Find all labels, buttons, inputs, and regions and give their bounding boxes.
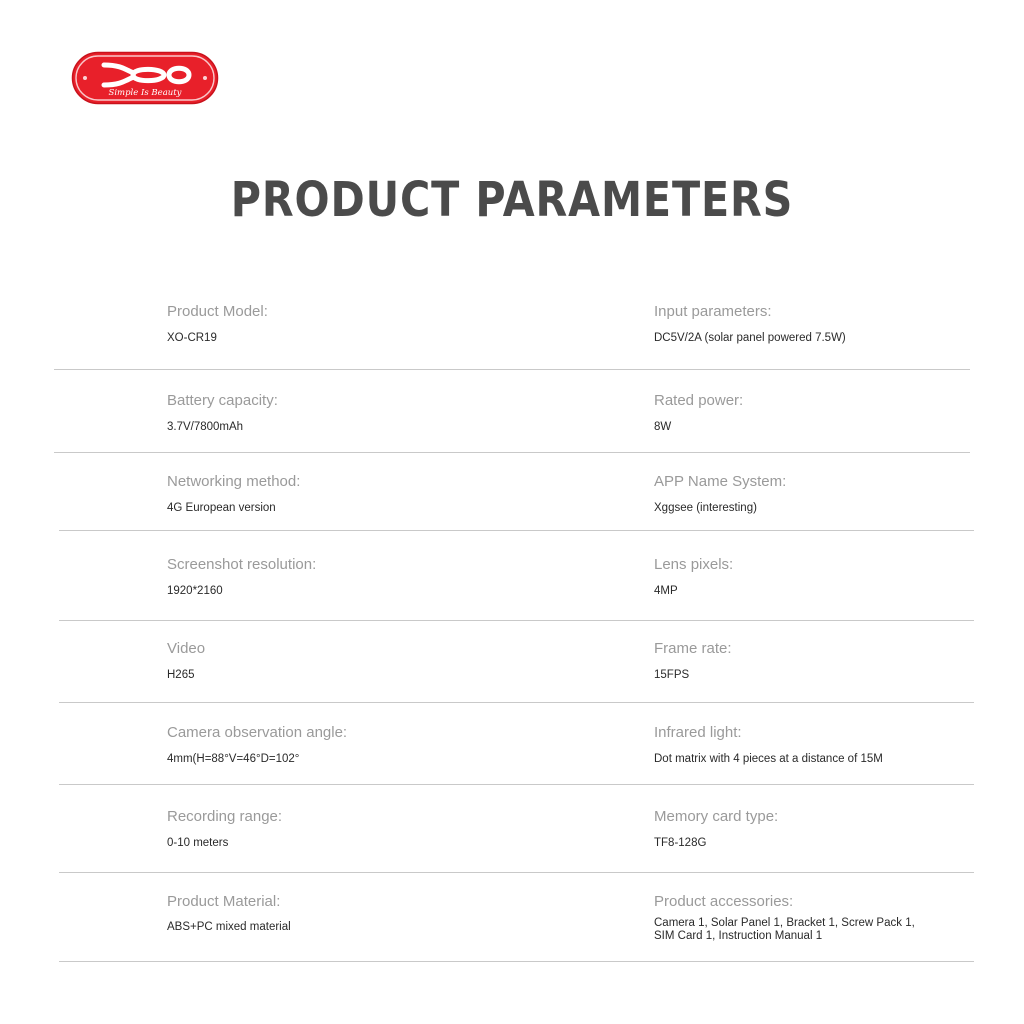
param-right xyxy=(654,303,984,345)
param-label: APP Name System: xyxy=(654,473,787,490)
param-label: Memory card type: xyxy=(654,808,779,825)
param-value: Dot matrix with 4 pieces at a distance of 15M xyxy=(654,753,883,765)
param-value: 0-10 meters xyxy=(167,837,229,849)
param-value: DC5V/2A (solar panel powered 7.5W) xyxy=(654,332,846,344)
param-value: XO-CR19 xyxy=(167,332,217,344)
param-value: Xggsee (interesting) xyxy=(654,502,757,514)
param-value: 8W xyxy=(654,421,672,433)
param-right xyxy=(654,473,984,515)
param-value: 4MP xyxy=(654,585,678,597)
param-left xyxy=(167,640,205,682)
param-left xyxy=(167,303,268,345)
param-label: Rated power: xyxy=(654,392,744,409)
param-left xyxy=(167,724,347,766)
param-label: Screenshot resolution: xyxy=(167,556,317,573)
page-title: PRODUCT PARAMETERS xyxy=(230,172,794,228)
param-right xyxy=(654,556,984,598)
param-right xyxy=(654,392,984,434)
param-right xyxy=(654,640,984,682)
divider xyxy=(59,872,974,873)
param-value: Camera 1, Solar Panel 1, Bracket 1, Screw Pack 1, SIM Card 1, Instruction Manual 1 xyxy=(654,917,915,942)
param-label: Camera observation angle: xyxy=(167,724,348,741)
param-left xyxy=(167,473,300,515)
param-label: Networking method: xyxy=(167,473,301,490)
param-label: Input parameters: xyxy=(654,303,772,320)
param-value: 3.7V/7800mAh xyxy=(167,421,244,433)
param-value: 15FPS xyxy=(654,669,690,681)
param-left xyxy=(167,808,282,850)
param-value: 4mm(H=88°V=46°D=102° xyxy=(167,753,300,765)
param-label: Product Material: xyxy=(167,893,281,910)
divider xyxy=(59,784,974,785)
param-left xyxy=(167,392,278,434)
param-value: ABS+PC mixed material xyxy=(167,921,291,933)
param-left xyxy=(167,893,291,934)
param-right xyxy=(654,724,984,766)
param-label: Lens pixels: xyxy=(654,556,734,573)
param-label: Video xyxy=(167,640,206,657)
brand-tagline: Simple Is Beauty xyxy=(108,88,182,98)
param-label: Frame rate: xyxy=(654,640,732,657)
param-label: Battery capacity: xyxy=(167,392,278,409)
brand-logo xyxy=(71,51,219,105)
divider xyxy=(59,702,974,703)
divider xyxy=(59,530,974,531)
param-label: Product Model: xyxy=(167,303,268,320)
param-left xyxy=(167,556,316,598)
param-value: TF8-128G xyxy=(654,837,707,849)
divider xyxy=(54,369,970,370)
param-right xyxy=(654,808,984,850)
param-value: 4G European version xyxy=(167,502,276,514)
param-value: H265 xyxy=(167,669,195,681)
divider xyxy=(59,620,974,621)
divider xyxy=(54,452,970,453)
param-label: Product accessories: xyxy=(654,893,794,910)
param-right xyxy=(654,893,984,943)
param-value: 1920*2160 xyxy=(167,585,223,597)
divider xyxy=(59,961,974,962)
param-label: Infrared light: xyxy=(654,724,742,741)
param-label: Recording range: xyxy=(167,808,283,825)
